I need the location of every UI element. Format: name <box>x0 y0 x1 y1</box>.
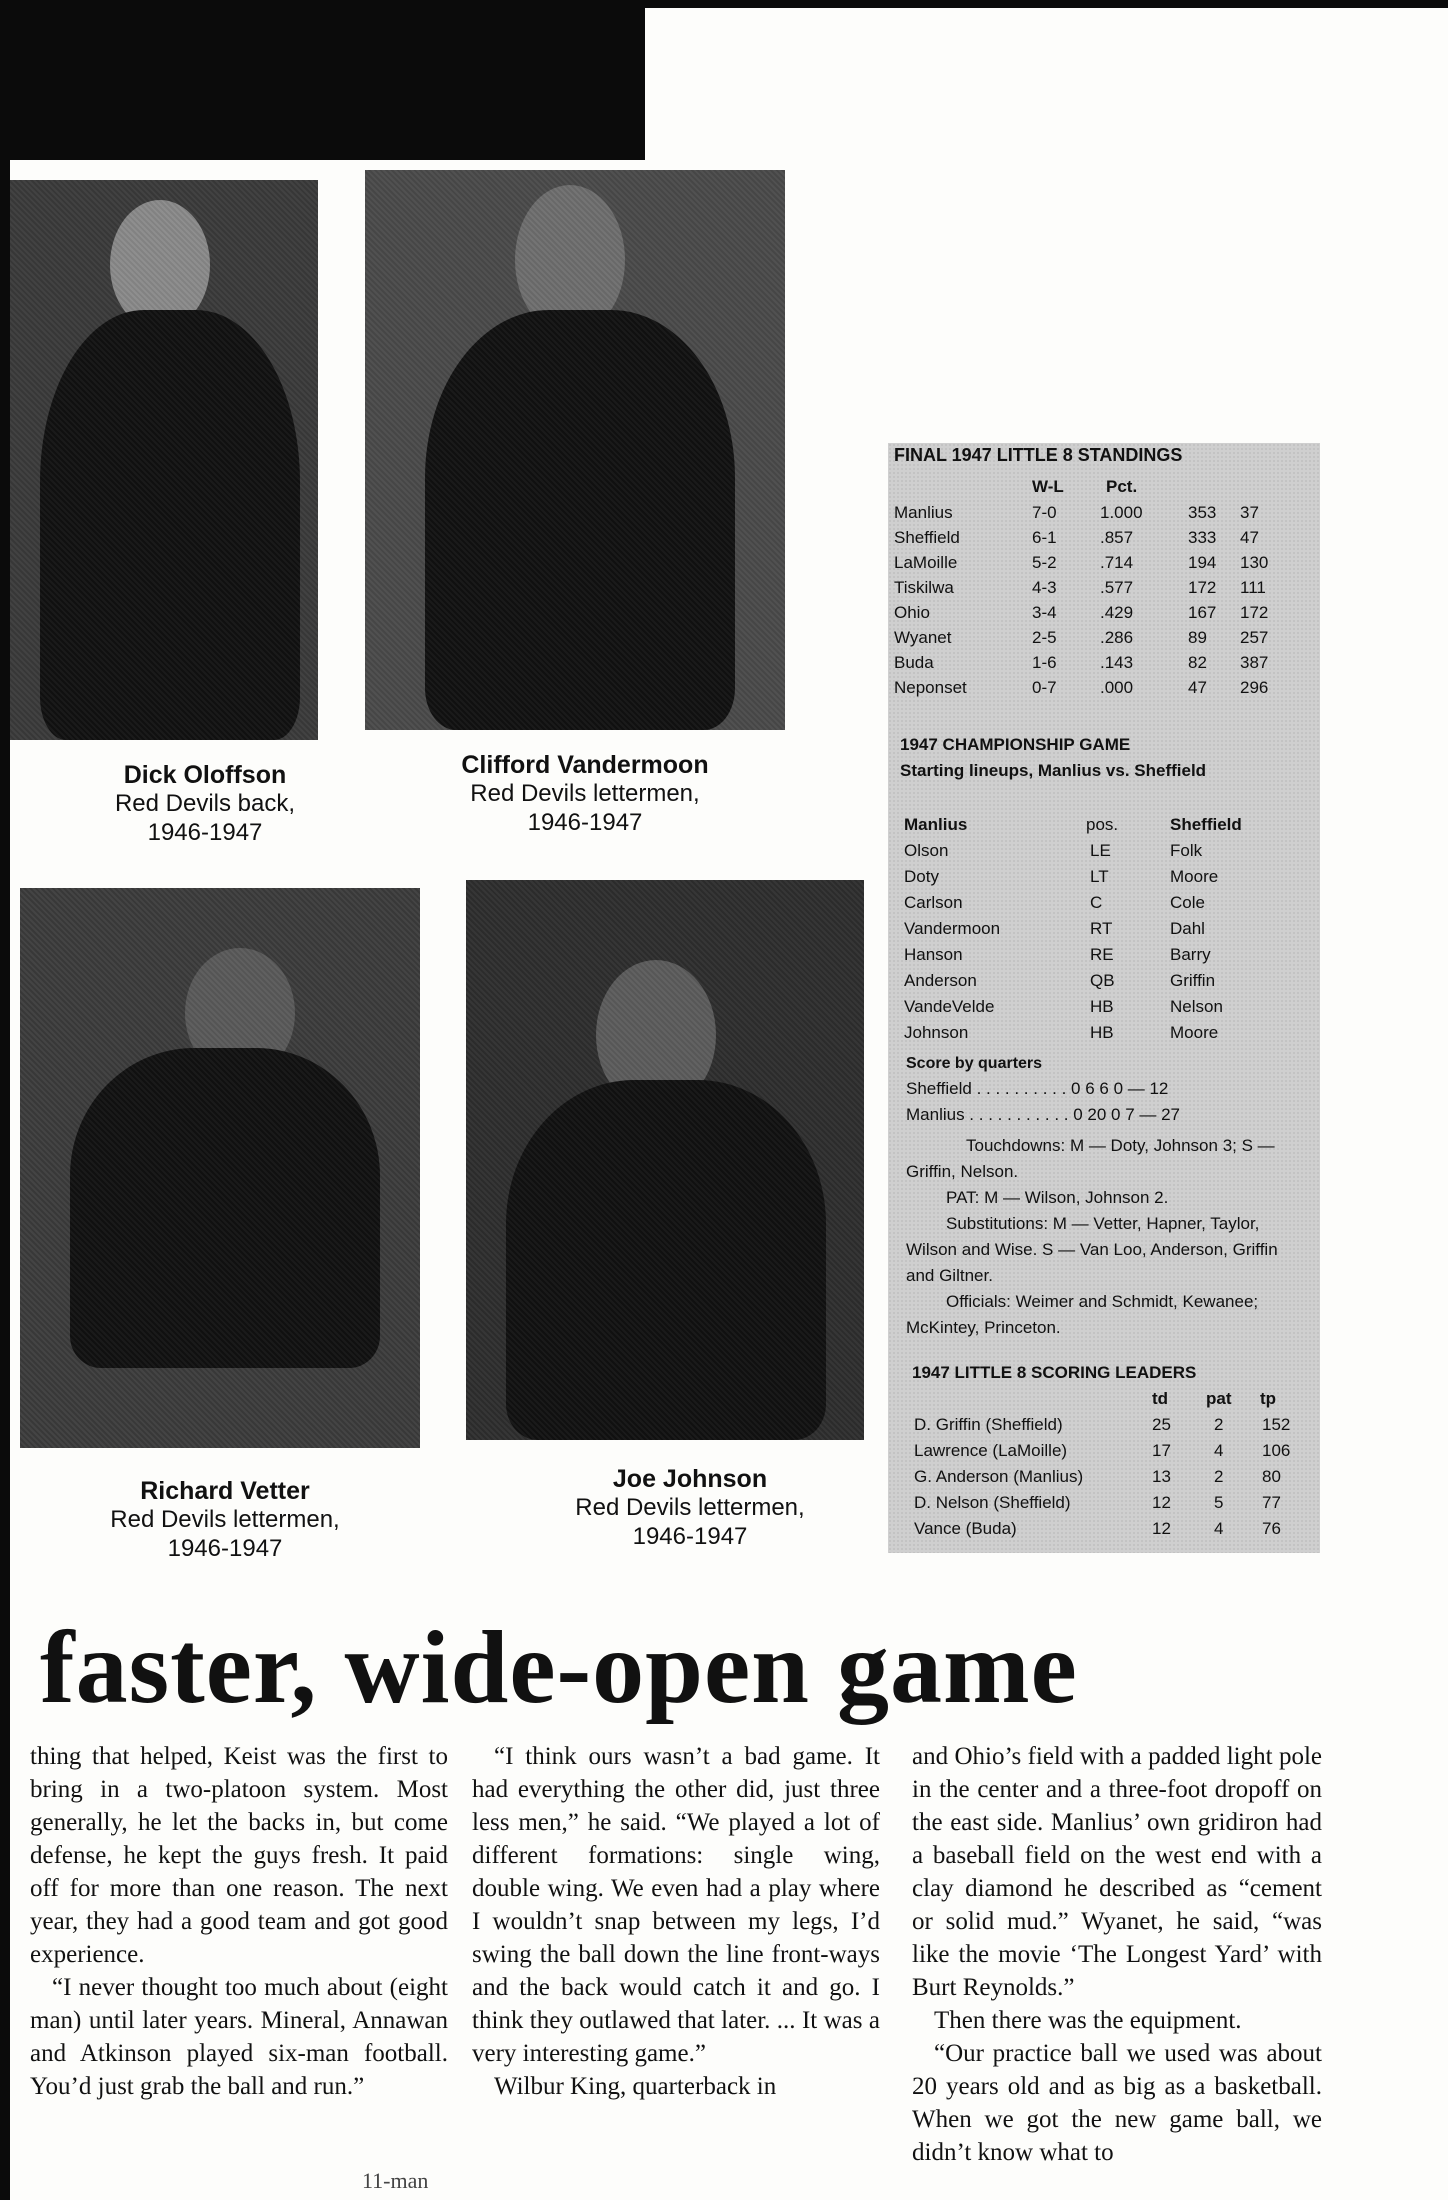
background-top-edge <box>645 0 1448 8</box>
score-title: Score by quarters <box>906 1055 1043 1072</box>
standings-title: FINAL 1947 LITTLE 8 STANDINGS <box>894 445 1183 465</box>
lineup-cell: HB <box>1090 1023 1114 1042</box>
lineup-cell: VandeVelde <box>904 997 995 1016</box>
standings-header-pct: Pct. <box>1106 477 1138 496</box>
paragraph: and Ohio’s field with a padded light pole in the center and a three-foot dropoff on the east side. Manlius’ own gridiron had a baseball field on the west end with a clay diamond he described as “cement or solid mud.” Wyanet, he said, “was like the movie ‘The Longest Yard’ with Burt Reynolds.” <box>912 1743 1322 2001</box>
standings-cell: Tiskilwa <box>894 578 954 597</box>
substitutions-text: Substitutions: M — Vetter, Hapner, Taylor, Wilson and Wise. S — Van Loo, Anderson, Griffin and Giltner. <box>906 1214 1278 1285</box>
lineup-cell: Hanson <box>904 945 963 964</box>
championship-subtitle: Starting lineups, Manlius vs. Sheffield <box>900 761 1207 780</box>
photo-joe-johnson <box>466 880 864 1440</box>
caption-line: Red Devils lettermen, <box>470 780 700 807</box>
caption-name: Joe Johnson <box>612 1465 768 1493</box>
leaders-title: 1947 LITTLE 8 SCORING LEADERS <box>912 1363 1197 1382</box>
lineup-header-sheffield: Sheffield <box>1170 815 1242 834</box>
standings-cell: 37 <box>1240 503 1259 522</box>
leaders-cell: 12 <box>1152 1519 1171 1538</box>
caption-dick-oloffson <box>40 760 370 848</box>
standings-cell: .286 <box>1100 628 1134 647</box>
lineup-cell: HB <box>1090 997 1114 1016</box>
standings-cell: 47 <box>1188 678 1207 697</box>
lineup-cell: Cole <box>1170 893 1205 912</box>
standings-cell: Neponset <box>894 678 967 697</box>
caption-name: Dick Oloffson <box>123 761 287 789</box>
leaders-cell: 17 <box>1152 1441 1171 1460</box>
standings-cell: Manlius <box>894 503 953 522</box>
standings-cell: 1-6 <box>1032 653 1057 672</box>
lineup-cell: Barry <box>1170 945 1211 964</box>
paragraph: thing that helped, Keist was the first to bring in a two-platoon system. Most generally, he let the backs in, but come defense, he kept the guys fresh. It paid off for more than one reason. The next year, they had a good team and got good experience. <box>30 1743 448 1968</box>
photo-dick-oloffson <box>10 180 318 740</box>
paragraph: Then there was the equipment. <box>934 2007 1242 2034</box>
standings-cell: 387 <box>1240 653 1269 672</box>
stats-sidebar <box>888 443 1320 1553</box>
standings-cell: .143 <box>1100 653 1134 672</box>
caption-name: Richard Vetter <box>140 1477 310 1505</box>
score-row-sheffield: Sheffield . . . . . . . . . . 0 6 6 0 — 12 <box>906 1079 1169 1098</box>
leaders-cell: 25 <box>1152 1415 1171 1434</box>
lineup-cell: Vandermoon <box>904 919 1001 938</box>
standings-cell: 82 <box>1188 653 1207 672</box>
caption-line: Red Devils lettermen, <box>575 1494 805 1521</box>
leaders-cell: 152 <box>1262 1415 1291 1434</box>
standings-cell: 47 <box>1240 528 1259 547</box>
lineup-header-pos: pos. <box>1086 815 1119 834</box>
lineup-cell: Nelson <box>1170 997 1223 1016</box>
caption-line: Red Devils back, <box>114 790 296 817</box>
standings-cell: 3-4 <box>1032 603 1057 622</box>
lineup-cell: C <box>1090 893 1103 912</box>
leaders-cell: 12 <box>1152 1493 1171 1512</box>
lineup-cell: Anderson <box>904 971 977 990</box>
lineup-cell: QB <box>1090 971 1115 990</box>
standings-cell: 0-7 <box>1032 678 1057 697</box>
standings-cell: Sheffield <box>894 528 960 547</box>
pat-text: PAT: M — Wilson, Johnson 2. <box>946 1188 1169 1207</box>
caption-name: Clifford Vandermoon <box>461 751 709 779</box>
standings-cell: Wyanet <box>894 628 952 647</box>
paragraph: “I never thought too much about (eight man) until later years. Mineral, Annawan and Atkinson played six-man football. You’d just grab the ball and run.” <box>30 1974 448 2100</box>
lineup-cell: Carlson <box>904 893 963 912</box>
standings-cell: 4-3 <box>1032 578 1057 597</box>
lineup-cell: RT <box>1090 919 1113 938</box>
standings-cell: 172 <box>1240 603 1269 622</box>
leaders-cell: 4 <box>1214 1519 1224 1538</box>
lineup-cell: LT <box>1090 867 1109 886</box>
standings-cell: 89 <box>1188 628 1207 647</box>
lineup-cell: Johnson <box>904 1023 969 1042</box>
leaders-cell: D. Nelson (Sheffield) <box>914 1493 1071 1512</box>
leaders-cell: 5 <box>1214 1493 1224 1512</box>
article-headline: faster, wide-open game <box>40 1610 1078 1725</box>
standings-cell: 1.000 <box>1100 503 1143 522</box>
paragraph: “I think ours wasn’t a bad game. It had everything the other did, just three less men,” he said. “We played a lot of different formations: single wing, double wing. We even had a play where I wouldn’t snap between my legs, I’d swing the ball down the line front-ways and the back would catch it and go. I think they outlawed that later. ... It was a very interesting game.” <box>472 1743 880 2067</box>
leaders-cell: 106 <box>1262 1441 1291 1460</box>
standings-cell: .429 <box>1100 603 1134 622</box>
lineup-cell: Doty <box>904 867 939 886</box>
standings-cell: .857 <box>1100 528 1134 547</box>
standings-cell: 2-5 <box>1032 628 1057 647</box>
caption-years: 1946-1947 <box>527 808 643 836</box>
standings-header-wl: W-L <box>1032 477 1064 496</box>
article-column-3 <box>912 1740 1322 2169</box>
score-row-manlius: Manlius . . . . . . . . . . . 0 20 0 7 — 27 <box>906 1105 1181 1124</box>
standings-cell: 130 <box>1240 553 1269 572</box>
leaders-cell: 4 <box>1214 1441 1224 1460</box>
leaders-header-td: td <box>1152 1389 1169 1408</box>
standings-cell: 172 <box>1188 578 1217 597</box>
leaders-cell: D. Griffin (Sheffield) <box>914 1415 1063 1434</box>
article-column-2 <box>472 1740 880 2103</box>
leaders-cell: 76 <box>1262 1519 1281 1538</box>
standings-cell: 194 <box>1188 553 1217 572</box>
standings-cell: 333 <box>1188 528 1217 547</box>
caption-richard-vetter <box>60 1476 390 1564</box>
photo-richard-vetter <box>20 888 420 1448</box>
standings-cell: .714 <box>1100 553 1134 572</box>
touchdowns-text: Touchdowns: M — Doty, Johnson 3; S — Griffin, Nelson. <box>906 1136 1275 1181</box>
caption-joe-johnson <box>520 1464 860 1552</box>
caption-years: 1946-1947 <box>167 1534 283 1562</box>
leaders-cell: G. Anderson (Manlius) <box>914 1467 1084 1486</box>
standings-cell: 6-1 <box>1032 528 1057 547</box>
standings-cell: .000 <box>1100 678 1134 697</box>
lineup-cell: LE <box>1090 841 1111 860</box>
championship-title: 1947 CHAMPIONSHIP GAME <box>900 735 1131 754</box>
background-dark-area <box>0 0 645 160</box>
standings-cell: LaMoille <box>894 553 958 572</box>
standings-cell: 5-2 <box>1032 553 1057 572</box>
lineup-cell: Dahl <box>1170 919 1205 938</box>
standings-cell: 257 <box>1240 628 1269 647</box>
leaders-cell: Lawrence (LaMoille) <box>914 1441 1068 1460</box>
lineup-cell: Griffin <box>1170 971 1216 990</box>
standings-cell: 7-0 <box>1032 503 1057 522</box>
paragraph: “Our practice ball we used was about 20 years old and as big as a basketball. When we got the new game ball, we didn’t know what to <box>912 2040 1322 2166</box>
caption-line-part: Red Devils letterme <box>110 1506 320 1533</box>
lineup-cell: RE <box>1090 945 1114 964</box>
officials-text: Officials: Weimer and Schmidt, Kewanee; McKintey, Princeton. <box>906 1292 1259 1337</box>
standings-cell: 167 <box>1188 603 1217 622</box>
lineup-cell: Folk <box>1170 841 1203 860</box>
standings-cell: Ohio <box>894 603 930 622</box>
leaders-cell: 2 <box>1214 1467 1224 1486</box>
background-dark-edge <box>0 0 10 2200</box>
caption-clifford-vandermoon <box>400 750 770 838</box>
leaders-cell: 2 <box>1214 1415 1224 1434</box>
photo-clifford-vandermoon <box>365 170 785 730</box>
caption-years: 1946-1947 <box>632 1522 748 1550</box>
caption-line <box>60 1506 390 1535</box>
caption-line-part: n, <box>319 1506 340 1533</box>
lineup-header-manlius: Manlius <box>904 815 968 834</box>
leaders-cell: Vance (Buda) <box>914 1519 1017 1538</box>
caption-years: 1946-1947 <box>147 818 263 846</box>
leaders-cell: 13 <box>1152 1467 1171 1486</box>
leaders-cell: 80 <box>1262 1467 1281 1486</box>
cutoff-text: 11-man <box>362 2168 429 2193</box>
leaders-header-pat: pat <box>1206 1389 1232 1408</box>
standings-cell: .577 <box>1100 578 1134 597</box>
leaders-header-tp: tp <box>1260 1389 1277 1408</box>
leaders-cell: 77 <box>1262 1493 1281 1512</box>
standings-cell: Buda <box>894 653 934 672</box>
standings-cell: 353 <box>1188 503 1217 522</box>
lineup-cell: Moore <box>1170 1023 1219 1042</box>
standings-cell: 111 <box>1240 578 1266 597</box>
paragraph: Wilbur King, quarterback in <box>494 2073 777 2100</box>
article-column-1 <box>30 1740 448 2103</box>
standings-cell: 296 <box>1240 678 1269 697</box>
lineup-cell: Olson <box>904 841 949 860</box>
lineup-cell: Moore <box>1170 867 1219 886</box>
